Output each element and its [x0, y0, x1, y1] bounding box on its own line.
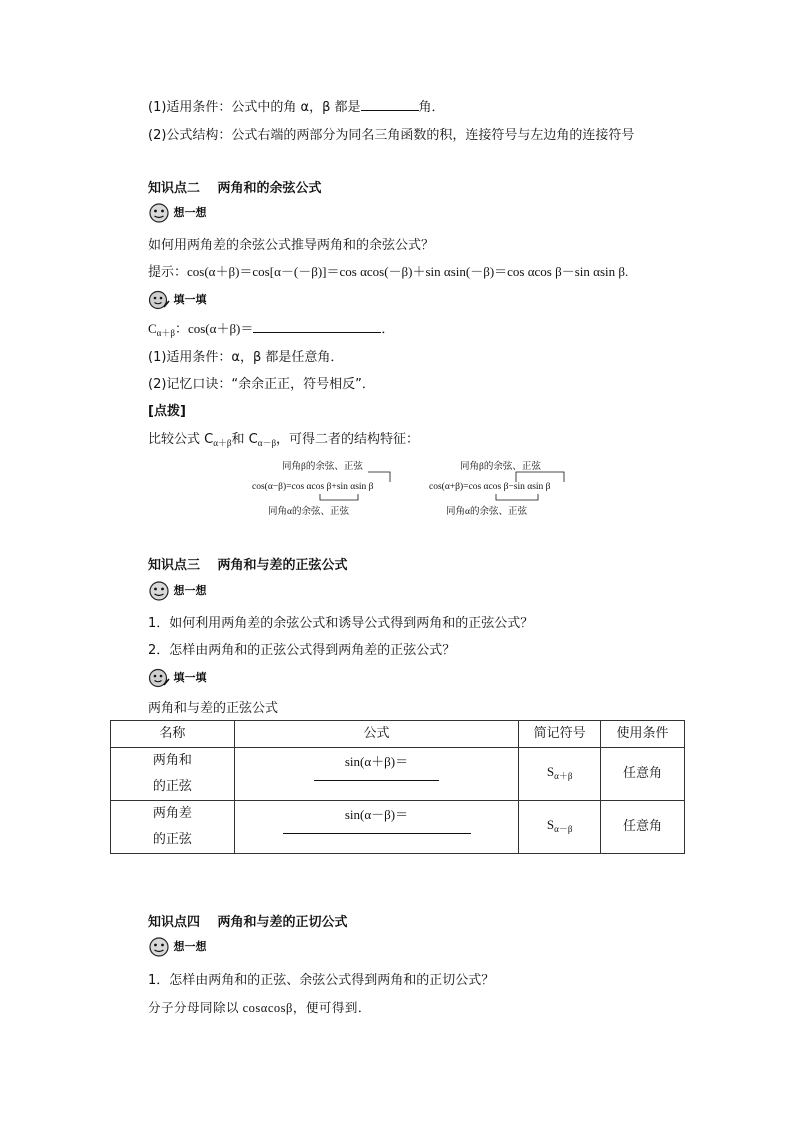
kp2-fill-header [148, 290, 207, 310]
kp2-compare-line [148, 428, 419, 449]
symbol-main: S [546, 817, 555, 832]
kp2-hint: 提示：cos(α＋β)＝cos[α－(－β)]＝cos αcos(－β)＋sin αsin(－β)＝cos αcos β－sin αsin β. [148, 264, 629, 279]
think-label: 想一想 [173, 940, 207, 953]
diagram-right-top: 同角β的余弦、正弦 [460, 462, 541, 472]
formula-text: ：cos(α＋β)＝ [174, 321, 254, 336]
writing-face-icon [148, 290, 170, 310]
condition-text: (1)适用条件：公式中的角 α，β 都是 [148, 100, 361, 115]
diagram-right-brackets [428, 462, 588, 514]
fill-label: 填一填 [173, 293, 207, 306]
header-condition: 使用条件 [601, 721, 685, 748]
table-header-row [111, 721, 685, 748]
diagram-left-bottom: 同角α的余弦、正弦 [268, 507, 349, 517]
formula-blank[interactable] [253, 320, 381, 333]
row-formula-cell[interactable] [234, 801, 518, 854]
compare-text-b: 和 C [231, 432, 258, 447]
structure-line: (2)公式结构：公式右端的两部分为同名三角函数的积，连接符号与左边角的连接符号 [148, 128, 635, 143]
row-formula: sin(α＋β)＝ [344, 754, 409, 769]
thinking-face-icon [148, 937, 170, 957]
formula-symbol-sub: α＋β [156, 328, 175, 338]
formula-symbol: C [148, 321, 157, 336]
row-name [111, 801, 235, 854]
kp3-q1: 1．如何利用两角差的余弦公式和诱导公式得到两角和的正弦公式？ [148, 616, 534, 631]
kp4-title: 知识点四 两角和与差的正切公式 [148, 915, 348, 930]
think-label: 想一想 [173, 206, 207, 219]
thinking-face-icon [148, 203, 170, 223]
answer-blank[interactable] [361, 98, 419, 111]
diagram-left-top: 同角β的余弦、正弦 [282, 462, 363, 472]
sine-formula-table [110, 720, 685, 854]
row-condition: 任意角 [601, 801, 685, 854]
row-name-line2: 的正弦 [152, 779, 192, 794]
kp3-fill-header [148, 668, 207, 688]
kp2-think-header [148, 203, 207, 223]
formula-end: ． [381, 321, 395, 336]
compare-text-c: ，可得二者的结构特征： [276, 432, 420, 447]
header-name: 名称 [111, 721, 235, 748]
kp3-title: 知识点三 两角和与差的正弦公式 [148, 558, 348, 573]
compare-text-a: 比较公式 C [148, 432, 214, 447]
compare-sub1: α＋β [213, 438, 232, 448]
formula-answer-blank[interactable] [283, 833, 471, 834]
symbol-sub: α＋β [554, 771, 573, 781]
kp2-title: 知识点二 两角和的余弦公式 [148, 181, 322, 196]
row-name-line1: 两角差 [152, 806, 192, 821]
kp3-table-caption: 两角和与差的正弦公式 [148, 701, 279, 716]
condition-line [148, 96, 445, 115]
kp2-tip-label: [点拨] [148, 404, 186, 419]
kp2-question: 如何用两角差的余弦公式推导两角和的余弦公式？ [148, 238, 435, 253]
row-name [111, 748, 235, 801]
kp2-cond1: (1)适用条件：α，β 都是任意角． [148, 350, 344, 365]
kp4-q1: 1．怎样由两角和的正弦、余弦公式得到两角和的正切公式？ [148, 973, 495, 988]
think-label: 想一想 [173, 584, 207, 597]
symbol-main: S [546, 764, 555, 779]
header-symbol: 简记符号 [519, 721, 601, 748]
kp4-answer: 分子分母同除以 cosαcosβ，便可得到． [148, 1001, 371, 1015]
row-symbol [519, 801, 601, 854]
diagram-right-formula: cos(α+β)=cos αcos β−sin αsin β [429, 482, 551, 492]
row-condition: 任意角 [601, 748, 685, 801]
diagram-left-formula: cos(α−β)=cos αcos β+sin αsin β [252, 482, 374, 492]
kp2-formula-line [148, 318, 394, 339]
row-formula: sin(α－β)＝ [344, 807, 409, 822]
table-row [111, 801, 685, 854]
row-formula-cell[interactable] [234, 748, 518, 801]
kp3-think-header [148, 581, 207, 601]
writing-face-icon [148, 668, 170, 688]
kp2-cond2: (2)记忆口诀：“余余正正，符号相反”． [148, 377, 375, 392]
diagram-right-bottom: 同角α的余弦、正弦 [446, 507, 527, 517]
formula-answer-blank[interactable] [314, 780, 439, 781]
kp3-q2: 2．怎样由两角和的正弦公式得到两角差的正弦公式？ [148, 643, 456, 658]
row-name-line1: 两角和 [152, 753, 192, 768]
condition-tail: 角． [418, 100, 445, 115]
thinking-face-icon [148, 581, 170, 601]
diagram-left-brackets [250, 462, 410, 514]
symbol-sub: α－β [554, 824, 573, 834]
row-symbol [519, 748, 601, 801]
header-formula: 公式 [234, 721, 518, 748]
compare-sub2: α－β [257, 438, 277, 448]
fill-label: 填一填 [173, 671, 207, 684]
kp4-think-header [148, 937, 207, 957]
table-row [111, 748, 685, 801]
row-name-line2: 的正弦 [152, 832, 192, 847]
